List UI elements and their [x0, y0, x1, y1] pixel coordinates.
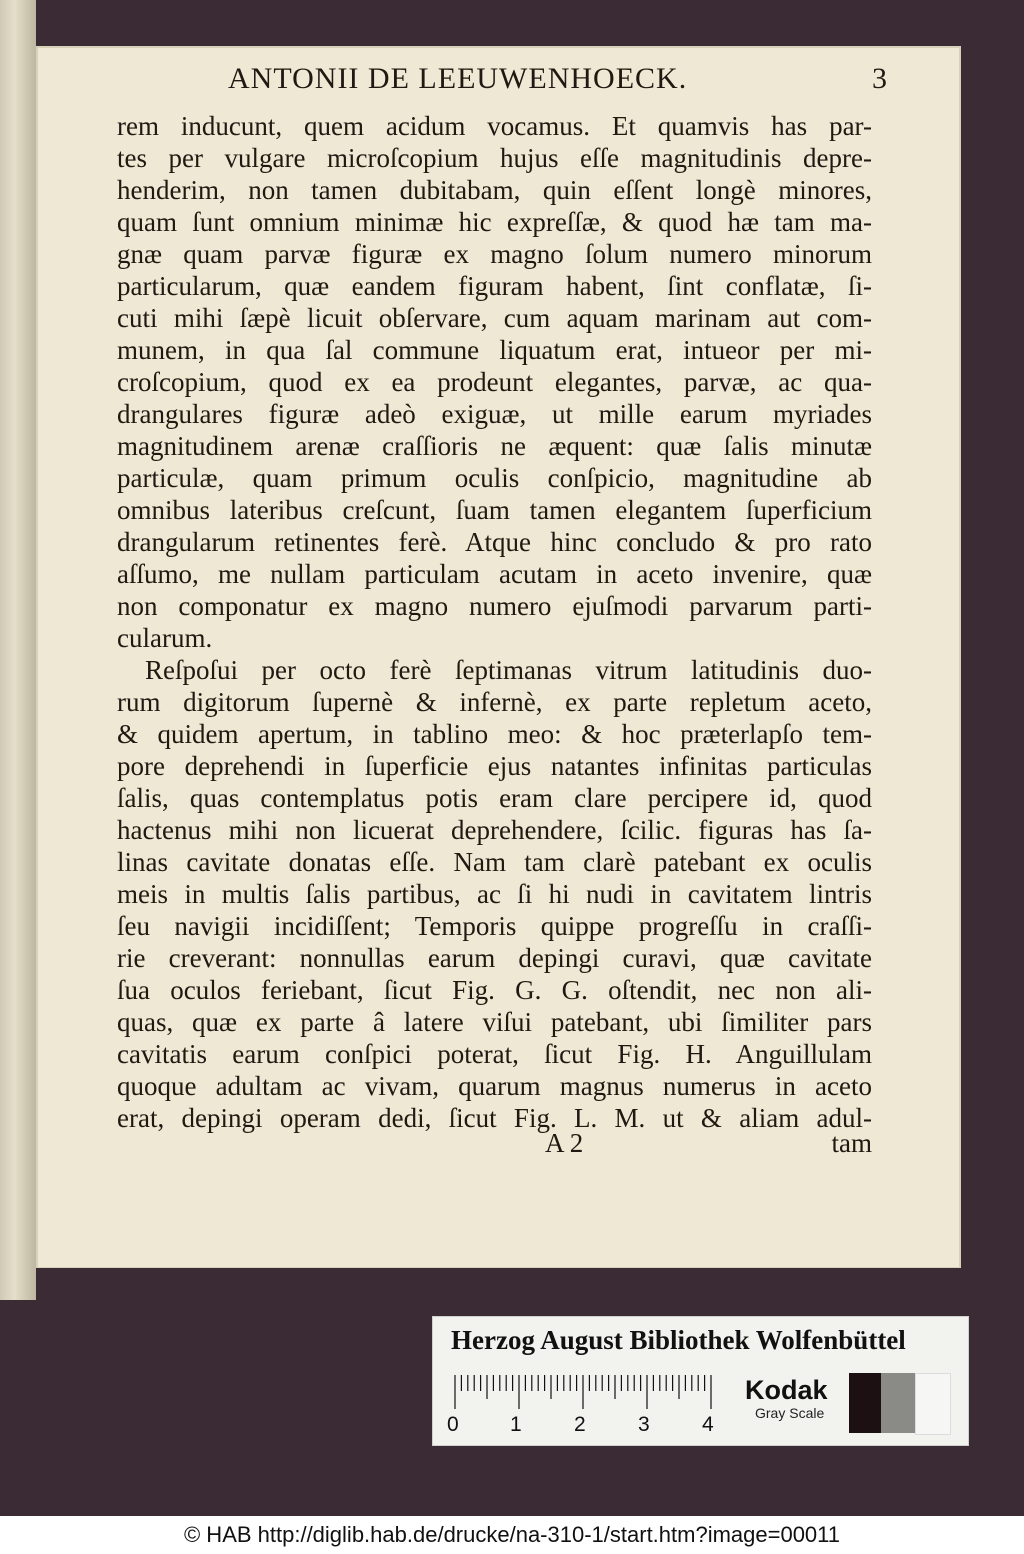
text-line: Reſpoſui per octo ferè ſeptimanas vitrum latitudinis duo- — [145, 655, 872, 685]
text-line: tes per vulgare microſcopium hujus eſſe magnitudinis depre- — [117, 143, 872, 173]
text-line: linas cavitate donatas eſſe. Nam tam clarè patebant ex oculis — [117, 847, 872, 877]
text-line: ſalis, quas contemplatus potis eram clare percipere id, quod — [117, 783, 872, 813]
text-line: quam ſunt omnium minimæ hic expreſſæ, & quod hæ tam ma- — [117, 207, 872, 237]
gray-scale-label: Gray Scale — [755, 1405, 825, 1421]
text-line: gnæ quam parvæ figuræ ex magno ſolum numero minorum — [117, 239, 872, 269]
text-line: cuti mihi ſæpè licuit obſervare, cum aquam marinam aut com- — [117, 303, 872, 333]
ruler-number: 0 — [447, 1413, 459, 1436]
text-line: particulæ, quam primum oculis conſpicio, magnitudine ab — [117, 463, 872, 493]
gray-patch-mid — [881, 1373, 915, 1433]
ruler-number: 4 — [702, 1413, 714, 1436]
ruler-number: 2 — [574, 1413, 586, 1436]
page-footer — [117, 1128, 872, 1160]
ruler-numbers — [447, 1413, 747, 1439]
text-line: croſcopium, quod ex ea prodeunt elegantes, parvæ, ac qua- — [117, 367, 872, 397]
text-line: hactenus mihi non licuerat deprehendere, ſcilic. figuras has ſa- — [117, 815, 872, 845]
text-line: munem, in qua ſal commune liquatum erat, intueor per mi- — [117, 335, 872, 365]
text-line: cavitatis earum conſpici poterat, ſicut Fig. H. Anguillulam — [117, 1039, 872, 1069]
caption-bar — [0, 1516, 1024, 1554]
text-line: non componatur ex magno numero ejuſmodi parvarum parti- — [117, 591, 872, 621]
text-line: particularum, quæ eandem figuram habent, ſint conflatæ, ſi- — [117, 271, 872, 301]
text-line: aſſumo, me nullam particulam acutam in aceto invenire, quæ — [117, 559, 872, 589]
text-line: magnitudinem arenæ craſſioris ne æquent: quæ ſalis minutæ — [117, 431, 872, 461]
text-line: quas, quæ ex parte â latere viſui patebant, ubi ſimiliter pars — [117, 1007, 872, 1037]
text-line: & quidem apertum, in tablino meo: & hoc præterlapſo tem- — [117, 719, 872, 749]
text-line: omnibus lateribus creſcunt, ſuam tamen elegantem ſuperficium — [117, 495, 872, 525]
text-line: henderim, non tamen dubitabam, quin eſſent longè minores, — [117, 175, 872, 205]
text-line: drangulares figuræ adeò exiguæ, ut mille earum myriades — [117, 399, 872, 429]
color-scale-card — [432, 1316, 969, 1446]
running-header — [228, 62, 888, 102]
running-title: ANTONII DE LEEUWENHOECK. — [228, 62, 688, 95]
body-text — [117, 110, 872, 1134]
text-line: pore deprehendi in ſuperficie ejus natantes infinitas particulas — [117, 751, 872, 781]
ruler-number: 3 — [638, 1413, 650, 1436]
text-line: erat, depingi operam dedi, ſicut Fig. L. M. ut & aliam adul- — [117, 1103, 872, 1133]
library-name: Herzog August Bibliothek Wolfenbüttel — [451, 1325, 906, 1355]
text-line: rum digitorum ſupernè & infernè, ex parte repletum aceto, — [117, 687, 872, 717]
catchword: tam — [831, 1128, 872, 1158]
text-line: cularum. — [117, 623, 213, 653]
kodak-logo: Kodak — [745, 1375, 828, 1405]
adjacent-page-edge — [0, 0, 36, 1300]
page-number: 3 — [872, 62, 888, 95]
text-line: drangularum retinentes ferè. Atque hinc concludo & pro rato — [117, 527, 872, 557]
text-line: ſeu navigii incidiſſent; Temporis quippe progreſſu in craſſi- — [117, 911, 872, 941]
text-line: ſua oculos feriebant, ſicut Fig. G. G. oſtendit, nec non ali- — [117, 975, 872, 1005]
gray-patch-black — [849, 1373, 881, 1433]
text-line: rem inducunt, quem acidum vocamus. Et quamvis has par- — [117, 111, 872, 141]
copyright-caption: © HAB http://diglib.hab.de/drucke/na-310-1/start.htm?image=00011 — [183, 1522, 841, 1547]
text-line: meis in multis ſalis partibus, ac ſi hi nudi in cavitatem lintris — [117, 879, 872, 909]
ruler-number: 1 — [510, 1413, 522, 1436]
gray-patch-white — [915, 1373, 951, 1435]
ruler-icon — [453, 1375, 733, 1409]
signature-mark: A 2 — [545, 1128, 584, 1158]
text-line: rie creverant: nonnullas earum depingi curavi, quæ cavitate — [117, 943, 872, 973]
text-line: quoque adultam ac vivam, quarum magnus numerus in aceto — [117, 1071, 872, 1101]
